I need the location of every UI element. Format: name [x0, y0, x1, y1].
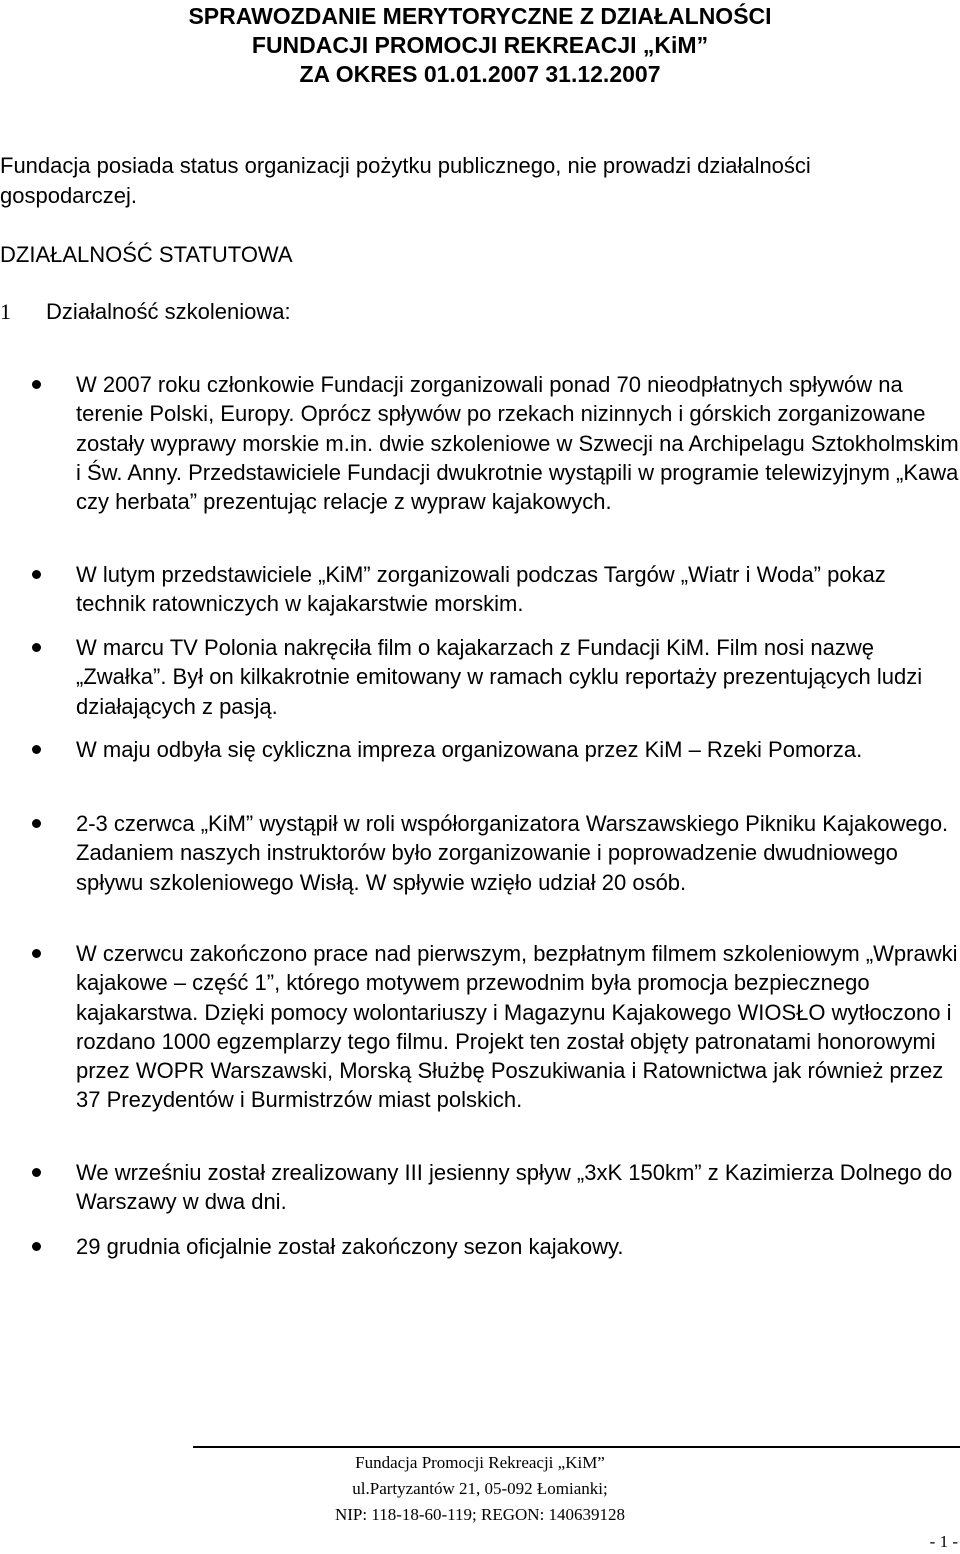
- bullet-icon: [32, 745, 41, 754]
- subsection-heading: [0, 297, 291, 327]
- footer-line-2: ul.Partyzantów 21, 05-092 Łomianki;: [352, 1479, 608, 1498]
- list-item: [0, 1232, 960, 1261]
- footer: [0, 1450, 960, 1528]
- list-item: [0, 809, 960, 897]
- title-line-2: FUNDACJI PROMOCJI REKREACJI „KiM”: [251, 32, 709, 58]
- footer-line-3: NIP: 118-18-60-119; REGON: 140639128: [334, 1505, 626, 1524]
- list-item: [0, 560, 960, 619]
- page-number: - 1 -: [929, 1532, 958, 1551]
- document-title: [0, 2, 960, 89]
- list-item: [0, 939, 960, 1115]
- bullet-icon: [32, 1242, 41, 1251]
- list-item-text: W 2007 roku członkowie Fundacji zorganizowali ponad 70 nieodpłatnych spływów na terenie Polski, Europy. Oprócz spływów po rzekach nizinnych i górskich zorganizowane zostały wyprawy morskie m.in. dwie szkoleniowe w Szwecji na Archipelagu Sztokholmskim i Św. Anny. Przedstawiciele Fundacji dwukrotnie wystąpili w programie telewizyjnym „Kawa czy herbata” prezentując relacje z wypraw kajakowych.: [76, 372, 959, 515]
- bullet-icon: [32, 819, 41, 828]
- bullet-icon: [32, 643, 41, 652]
- title-line-3: ZA OKRES 01.01.2007 31.12.2007: [299, 61, 661, 87]
- bullet-icon: [32, 949, 41, 958]
- list-item: [0, 633, 960, 721]
- list-item-text: W maju odbyła się cykliczna impreza organizowana przez KiM – Rzeki Pomorza.: [76, 737, 863, 762]
- bullet-icon: [32, 1168, 41, 1177]
- bullet-icon: [32, 570, 41, 579]
- footer-divider: [193, 1446, 960, 1448]
- intro-paragraph: Fundacja posiada status organizacji pożytku publicznego, nie prowadzi działalności gospodarczej.: [0, 153, 811, 208]
- section-heading: DZIAŁALNOŚĆ STATUTOWA: [0, 242, 293, 267]
- list-item-text: We wrześniu został zrealizowany III jesienny spływ „3xK 150km” z Kazimierza Dolnego do Warszawy w dwa dni.: [76, 1160, 953, 1215]
- list-item: [0, 735, 960, 764]
- subsection-title: Działalność szkoleniowa:: [46, 299, 291, 324]
- title-line-1: SPRAWOZDANIE MERYTORYCZNE Z DZIAŁALNOŚCI: [188, 3, 772, 29]
- list-item-text: 2-3 czerwca „KiM” wystąpił w roli współorganizatora Warszawskiego Pikniku Kajakowego. Zadaniem naszych instruktorów było zorganizowanie i poprowadzenie dwudniowego spływu szkoleniowego Wisłą. W spływie wzięło udział 20 osób.: [76, 811, 949, 895]
- subsection-number: 1: [0, 299, 11, 324]
- footer-line-1: Fundacja Promocji Rekreacji „KiM”: [355, 1453, 605, 1472]
- list-item-text: W lutym przedstawiciele „KiM” zorganizowali podczas Targów „Wiatr i Woda” pokaz technik ratowniczych w kajakarstwie morskim.: [76, 562, 886, 617]
- list-item-text: W marcu TV Polonia nakręciła film o kajakarzach z Fundacji KiM. Film nosi nazwę „Zwałka”. Był on kilkakrotnie emitowany w ramach cyklu reportaży prezentujących ludzi działających z pasją.: [76, 635, 923, 719]
- list-item-text: 29 grudnia oficjalnie został zakończony sezon kajakowy.: [76, 1234, 624, 1259]
- list-item: [0, 1158, 960, 1217]
- list-item: [0, 370, 960, 516]
- bullet-icon: [32, 380, 41, 389]
- list-item-text: W czerwcu zakończono prace nad pierwszym, bezpłatnym filmem szkoleniowym „Wprawki kajakowe – część 1”, którego motywem przewodnim była promocja bezpiecznego kajakarstwa. Dzięki pomocy wolontariuszy i Magazynu Kajakowego WIOSŁO wytłoczono i rozdano 1000 egzemplarzy tego filmu. Projekt ten został objęty patronatami honorowymi przez WOPR Warszawski, Morską Służbę Poszukiwania i Ratownictwa jak również przez 37 Prezydentów i Burmistrzów miast polskich.: [76, 941, 958, 1113]
